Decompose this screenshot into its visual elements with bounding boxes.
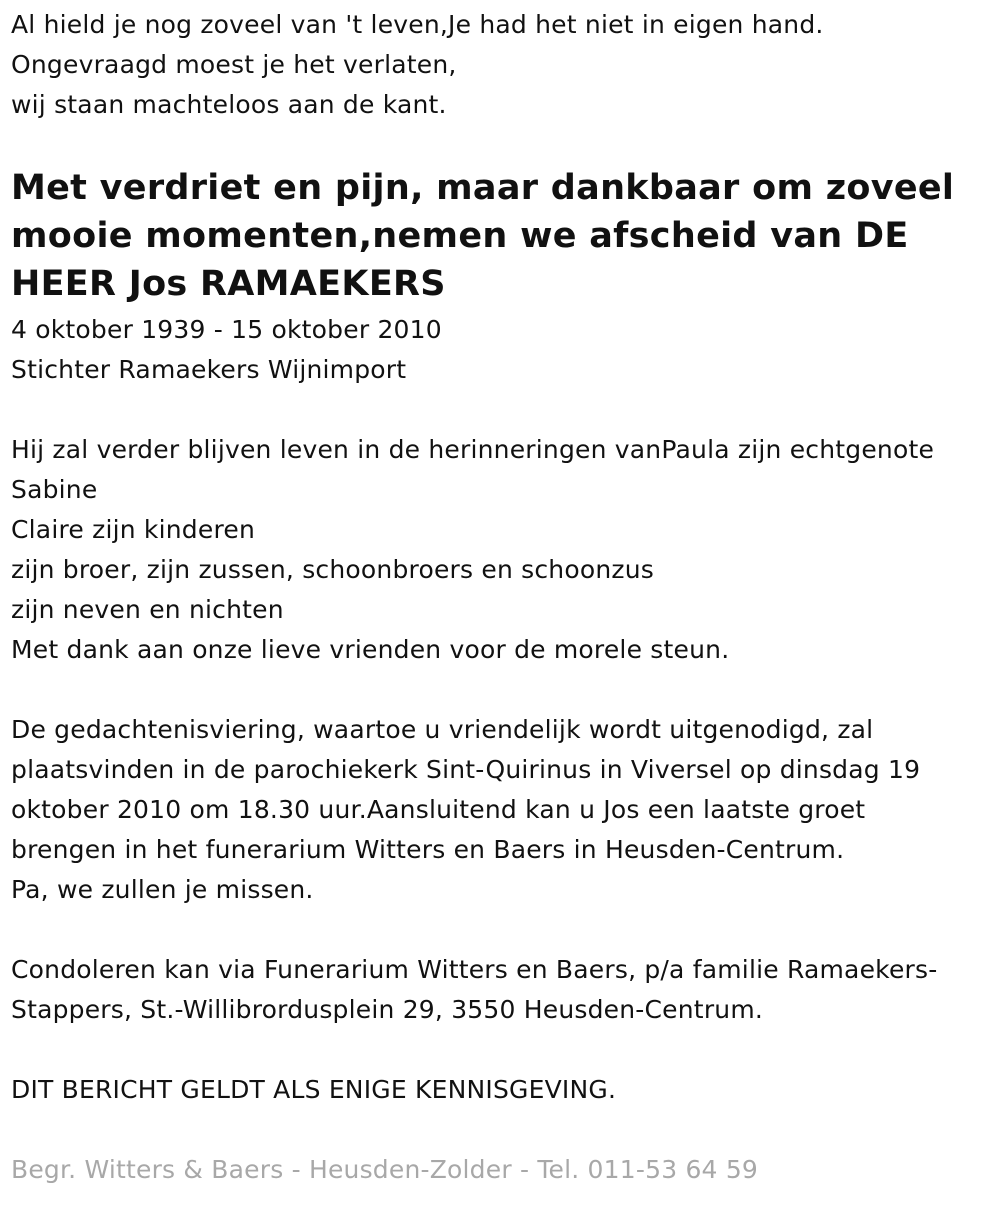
service-line: brengen in het funerarium Witters en Baers in Heusden-Centrum. [11, 835, 845, 864]
service-line: oktober 2010 om 18.30 uur.Aansluitend kan u Jos een laatste groet [11, 795, 866, 824]
footer-text: Begr. Witters & Baers - Heusden-Zolder - Tel. 011-53 64 59 [11, 1155, 759, 1184]
service-line: Pa, we zullen je missen. [11, 875, 314, 904]
funeral-home-footer [11, 1150, 758, 1190]
family-line: Claire zijn kinderen [11, 515, 256, 544]
heading-line: mooie momenten,nemen we afscheid van DE [11, 216, 909, 256]
poem-verse [11, 5, 824, 125]
family-members [11, 430, 934, 670]
poem-line: wij staan machteloos aan de kant. [11, 90, 447, 119]
deceased-role: Stichter Ramaekers Wijnimport [11, 355, 407, 384]
notice-text: DIT BERICHT GELDT ALS ENIGE KENNISGEVING. [11, 1075, 617, 1104]
family-line: Met dank aan onze lieve vrienden voor de morele steun. [11, 635, 730, 664]
life-dates: 4 oktober 1939 - 15 oktober 2010 [11, 315, 442, 344]
service-line: plaatsvinden in de parochiekerk Sint-Quirinus in Viversel op dinsdag 19 [11, 755, 921, 784]
family-line: Hij zal verder blijven leven in de herinneringen vanPaula zijn echtgenote [11, 435, 935, 464]
announcement-heading [11, 164, 981, 308]
deceased-details [11, 310, 442, 390]
condolence-line: Stappers, St.-Willibrordusplein 29, 3550 Heusden-Centrum. [11, 995, 764, 1024]
family-line: zijn broer, zijn zussen, schoonbroers en schoonzus [11, 555, 654, 584]
heading-line: Met verdriet en pijn, maar dankbaar om zoveel [11, 168, 955, 208]
poem-line: Al hield je nog zoveel van 't leven,Je had het niet in eigen hand. [11, 10, 824, 39]
condolence-address [11, 950, 937, 1030]
heading-line: HEER Jos RAMAEKERS [11, 264, 446, 304]
family-line: zijn neven en nichten [11, 595, 284, 624]
poem-line: Ongevraagd moest je het verlaten, [11, 50, 457, 79]
service-line: De gedachtenisviering, waartoe u vriendelijk wordt uitgenodigd, zal [11, 715, 874, 744]
family-line: Sabine [11, 475, 98, 504]
condolence-line: Condoleren kan via Funerarium Witters en Baers, p/a familie Ramaekers- [11, 955, 938, 984]
official-notice [11, 1070, 616, 1110]
memorial-service-info [11, 710, 920, 910]
